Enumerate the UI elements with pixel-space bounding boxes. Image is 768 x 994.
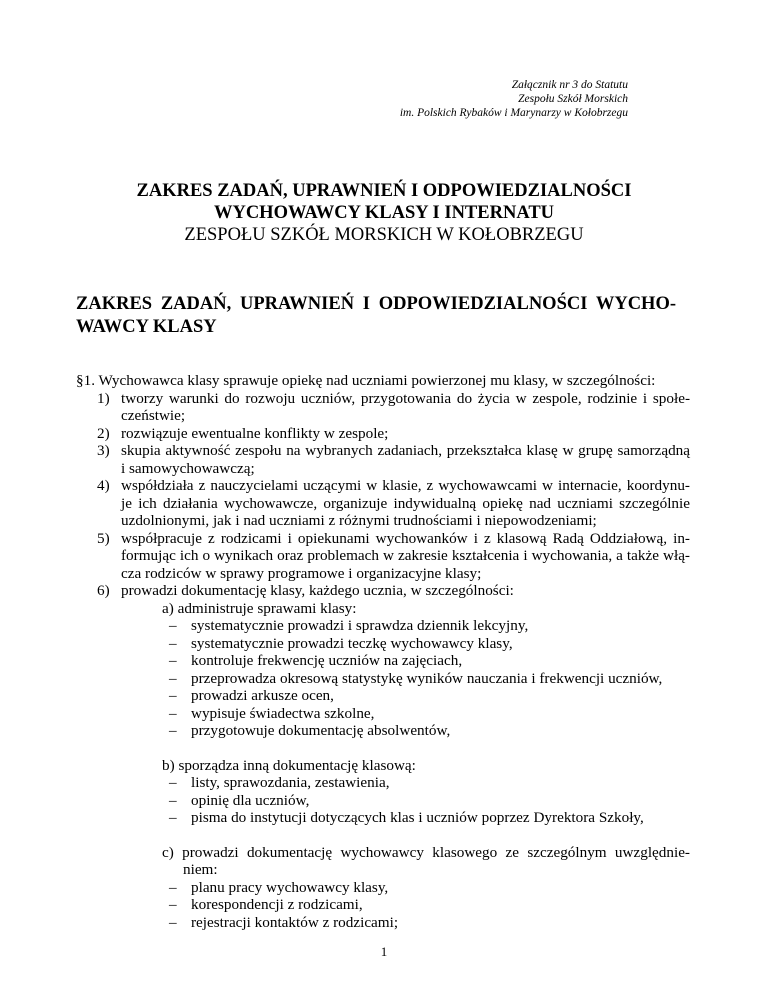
list-item-line: współdziała z nauczycielami uczącymi w klasie, z wychowawcami w internacie, koordynu-: [121, 477, 690, 494]
dash-bullet: –: [169, 669, 177, 687]
list-item-line: uzdolnionymi, jak i nad uczniami z różnymi trudnościami i niepowodzeniami;: [121, 512, 597, 529]
attachment-line: im. Polskich Rybaków i Marynarzy w Kołobrzegu: [399, 107, 628, 119]
list-number: 5): [97, 529, 110, 547]
dash-item-text: przygotowuje dokumentację absolwentów,: [191, 722, 451, 739]
list-item: [76, 530, 690, 583]
section-heading-line: WAWCY KLASY: [76, 317, 217, 337]
dash-bullet: –: [169, 809, 177, 826]
dash-item: [76, 705, 690, 723]
list-item: [76, 425, 690, 443]
list-item-line: prowadzi dokumentację klasy, każdego ucznia, w szczególności:: [121, 582, 514, 599]
list-item: [76, 390, 690, 425]
section-heading-line: ZAKRES ZADAŃ, UPRAWNIEŃ I ODPOWIEDZIALNOŚCI WYCHO-: [76, 294, 676, 314]
dash-item: [76, 914, 690, 932]
section-heading: [76, 293, 676, 339]
page-number: 1: [380, 944, 388, 959]
dash-bullet: –: [169, 704, 177, 722]
dash-item-text: opinię dla uczniów,: [191, 791, 310, 809]
title-line: ZESPOŁU SZKÓŁ MORSKICH W KOŁOBRZEGU: [184, 225, 584, 245]
list-number: 6): [97, 582, 110, 599]
dash-bullet: –: [169, 652, 177, 669]
title-line: ZAKRES ZADAŃ, UPRAWNIEŃ I ODPOWIEDZIALNOŚCI: [136, 181, 632, 201]
list-item: [76, 582, 690, 600]
document-title: [0, 180, 768, 246]
list-item-line: czeństwie;: [121, 407, 186, 424]
dash-item: [76, 617, 690, 635]
dash-item-text: przeprowadza okresową statystykę wyników nauczania i frekwencji uczniów,: [191, 669, 663, 687]
sub-c-label: c) prowadzi dokumentację wychowawcy klasowego ze szczególnym uwzględnie-: [162, 843, 690, 861]
dash-item-text: kontroluje frekwencję uczniów na zajęciach,: [191, 652, 463, 669]
list-item-line: je ich działania wychowawcze, organizuje indywidualną opiekę nad uczniami szczególnie: [121, 494, 690, 512]
dash-item: [76, 635, 690, 653]
list-item: [76, 442, 690, 477]
list-number: 1): [97, 389, 110, 407]
sub-c-label-cont: niem:: [183, 861, 218, 878]
dash-bullet: –: [169, 913, 177, 931]
dash-bullet: –: [169, 774, 177, 791]
dash-item: [76, 896, 690, 914]
dash-item-text: wypisuje świadectwa szkolne,: [191, 704, 375, 722]
dash-bullet: –: [169, 878, 177, 896]
dash-item: [76, 652, 690, 670]
attachment-line: Zespołu Szkół Morskich: [518, 93, 628, 105]
dash-bullet: –: [169, 896, 177, 913]
dash-item-text: korespondencji z rodzicami,: [191, 896, 363, 913]
sub-a-label: a) administruje sprawami klasy:: [162, 599, 357, 617]
dash-bullet: –: [169, 634, 177, 652]
list-item-line: współpracuje z rodzicami i opiekunami wychowanków i z klasową Radą Oddziałową, in-: [121, 529, 690, 547]
dash-item-text: rejestracji kontaktów z rodzicami;: [191, 913, 399, 931]
dash-bullet: –: [169, 791, 177, 809]
list-number: 2): [97, 424, 110, 442]
dash-item-text: systematycznie prowadzi i sprawdza dziennik lekcyjny,: [191, 617, 529, 634]
dash-item-text: systematycznie prowadzi teczkę wychowawcy klasy,: [191, 634, 513, 652]
dash-item: [76, 687, 690, 705]
dash-item: [76, 809, 690, 827]
sub-b-label: b) sporządza inną dokumentację klasową:: [162, 756, 416, 774]
list-item-line: i samowychowawczą;: [121, 459, 255, 477]
list-item-line: rozwiązuje ewentualne konflikty w zespole;: [121, 424, 389, 442]
list-number: 4): [97, 477, 110, 494]
dash-item-text: pisma do instytucji dotyczących klas i uczniów poprzez Dyrektora Szkoły,: [191, 809, 644, 826]
dash-item: [76, 879, 690, 897]
dash-item: [76, 722, 690, 740]
document-body: [76, 372, 690, 931]
paragraph-intro: §1. Wychowawca klasy sprawuje opiekę nad uczniami powierzonej mu klasy, w szczególności:: [76, 372, 656, 389]
list-item-line: tworzy warunki do rozwoju uczniów, przygotowania do życia w zespole, rodzinie i społe-: [121, 389, 690, 407]
dash-bullet: –: [169, 617, 177, 634]
dash-item-text: listy, sprawozdania, zestawienia,: [191, 774, 390, 791]
list-item-line: formując ich o wynikach oraz problemach w zakresie kształcenia i wychowania, a także włą-: [121, 547, 690, 564]
dash-bullet: –: [169, 722, 177, 739]
dash-item: [76, 792, 690, 810]
dash-item: [76, 774, 690, 792]
attachment-line: Załącznik nr 3 do Statutu: [511, 79, 628, 91]
dash-item-text: planu pracy wychowawcy klasy,: [191, 878, 389, 896]
list-item-line: skupia aktywność zespołu na wybranych zadaniach, przekształca klasę w grupę samorządną: [121, 442, 690, 459]
title-line: WYCHOWAWCY KLASY I INTERNATU: [213, 203, 555, 223]
list-item-line: cza rodziców w sprawy programowe i organizacyjne klasy;: [121, 564, 482, 582]
dash-item: [76, 670, 690, 688]
attachment-header: [400, 78, 628, 120]
dash-bullet: –: [169, 687, 177, 704]
list-item: [76, 477, 690, 530]
dash-item-text: prowadzi arkusze ocen,: [191, 687, 334, 704]
list-number: 3): [97, 442, 110, 459]
